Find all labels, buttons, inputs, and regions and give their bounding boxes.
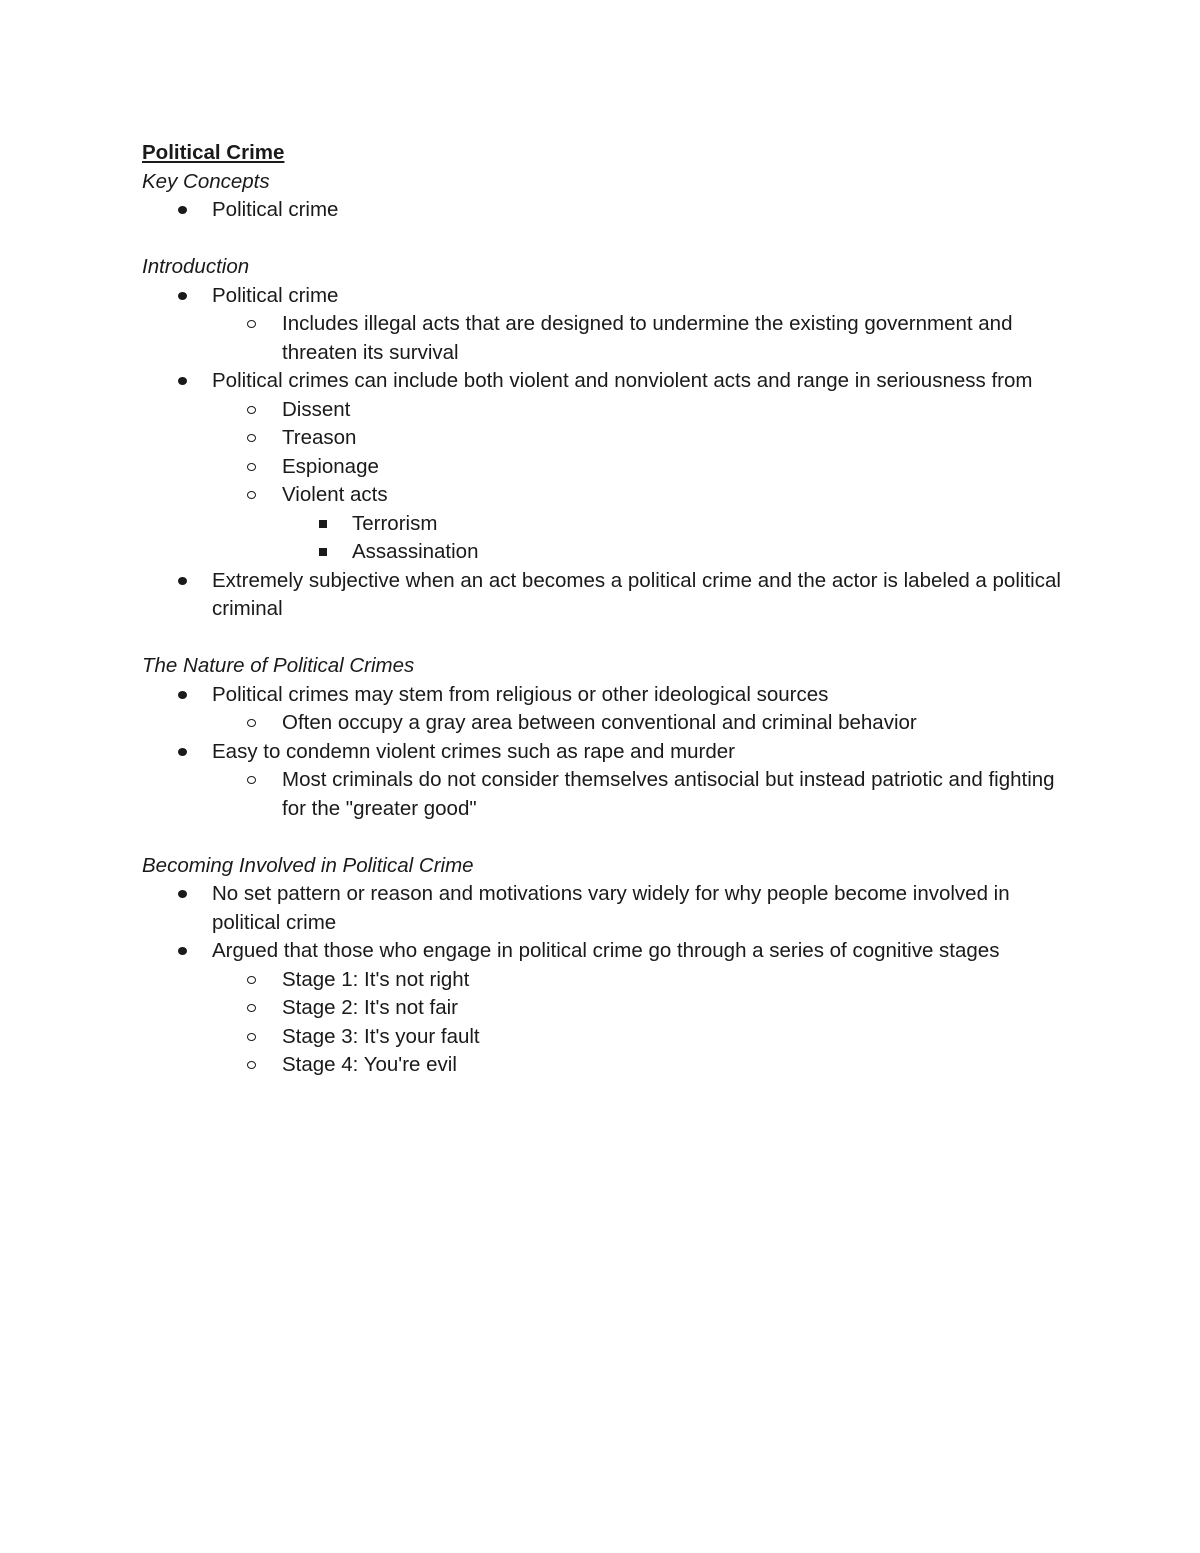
bullet-hollow-circle-icon [247, 406, 256, 414]
bullet-square-icon [319, 548, 327, 556]
list-item-text: Espionage [282, 454, 379, 478]
list-item [142, 481, 1062, 510]
list-item [142, 709, 1062, 738]
list-item [142, 738, 1062, 767]
bullet-hollow-circle-icon [247, 719, 256, 727]
bullet-hollow-circle-icon [247, 463, 256, 471]
document-body [142, 168, 1062, 1080]
list-item [142, 880, 1062, 937]
bullet-list [142, 282, 1062, 624]
list-item-text: Stage 3: It's your fault [282, 1024, 480, 1048]
list-item-text: Stage 4: You're evil [282, 1053, 457, 1076]
bullet-hollow-circle-icon [247, 491, 256, 499]
bullet-list [142, 681, 1062, 824]
bullet-filled-circle-icon [178, 947, 187, 955]
bullet-filled-circle-icon [178, 691, 187, 699]
bullet-filled-circle-icon [178, 377, 187, 385]
bullet-filled-circle-icon [178, 748, 187, 756]
bullet-filled-circle-icon [178, 890, 187, 898]
list-item-text: Violent acts [282, 483, 388, 506]
list-item-text: Political crimes can include both violent and nonviolent acts and range in seriousness from [212, 369, 1033, 392]
section-heading: The Nature of Political Crimes [142, 654, 415, 677]
list-item [142, 282, 1062, 311]
list-item [142, 966, 1062, 995]
list-item [142, 510, 1062, 539]
list-item-text: Political crime [212, 283, 339, 307]
list-item-text: Most criminals do not consider themselves antisocial but instead patriotic and fighting for the "greater good" [282, 768, 1055, 820]
list-item [142, 424, 1062, 453]
list-item-text: Political crimes may stem from religious or other ideological sources [212, 682, 829, 706]
section-heading: Introduction [142, 255, 250, 278]
list-item [142, 994, 1062, 1023]
list-item-text: Dissent [282, 397, 351, 421]
section-spacer [142, 624, 1062, 653]
section-heading: Key Concepts [142, 169, 270, 193]
list-item-text: Argued that those who engage in political crime go through a series of cognitive stages [212, 939, 1000, 962]
list-item [142, 310, 1062, 367]
bullet-hollow-circle-icon [247, 776, 256, 784]
list-item [142, 1023, 1062, 1052]
bullet-hollow-circle-icon [247, 434, 256, 442]
list-item [142, 196, 1062, 225]
bullet-list [142, 880, 1062, 1080]
list-item-text: Often occupy a gray area between conventional and criminal behavior [282, 711, 917, 734]
section-heading: Becoming Involved in Political Crime [142, 853, 474, 877]
bullet-hollow-circle-icon [247, 976, 256, 984]
bullet-square-icon [319, 520, 327, 528]
list-item-text: No set pattern or reason and motivations vary widely for why people become involved in political crime [212, 882, 1010, 934]
list-item [142, 538, 1062, 567]
section-spacer [142, 225, 1062, 254]
section-spacer [142, 823, 1062, 852]
list-item [142, 453, 1062, 482]
list-item-text: Terrorism [352, 511, 438, 535]
list-item [142, 567, 1062, 624]
list-item-text: Assassination [352, 540, 479, 563]
list-item [142, 367, 1062, 396]
bullet-hollow-circle-icon [247, 320, 256, 328]
list-item-text: Easy to condemn violent crimes such as rape and murder [212, 739, 736, 763]
document-title: Political Crime [142, 141, 285, 164]
list-item [142, 681, 1062, 710]
document-page [142, 139, 1062, 1080]
bullet-filled-circle-icon [178, 292, 187, 300]
bullet-hollow-circle-icon [247, 1061, 256, 1069]
bullet-filled-circle-icon [178, 577, 187, 585]
list-item [142, 937, 1062, 966]
list-item-text: Political crime [212, 198, 339, 221]
list-item-text: Stage 2: It's not fair [282, 996, 458, 1019]
list-item [142, 396, 1062, 425]
bullet-hollow-circle-icon [247, 1004, 256, 1012]
list-item [142, 766, 1062, 823]
bullet-filled-circle-icon [178, 206, 187, 214]
list-item-text: Treason [282, 426, 357, 449]
list-item [142, 1051, 1062, 1080]
bullet-hollow-circle-icon [247, 1033, 256, 1041]
list-item-text: Stage 1: It's not right [282, 967, 470, 991]
bullet-list [142, 196, 1062, 225]
list-item-text: Extremely subjective when an act becomes a political crime and the actor is labeled a political criminal [212, 568, 1061, 620]
list-item-text: Includes illegal acts that are designed to undermine the existing government and threaten its survival [282, 312, 1013, 364]
